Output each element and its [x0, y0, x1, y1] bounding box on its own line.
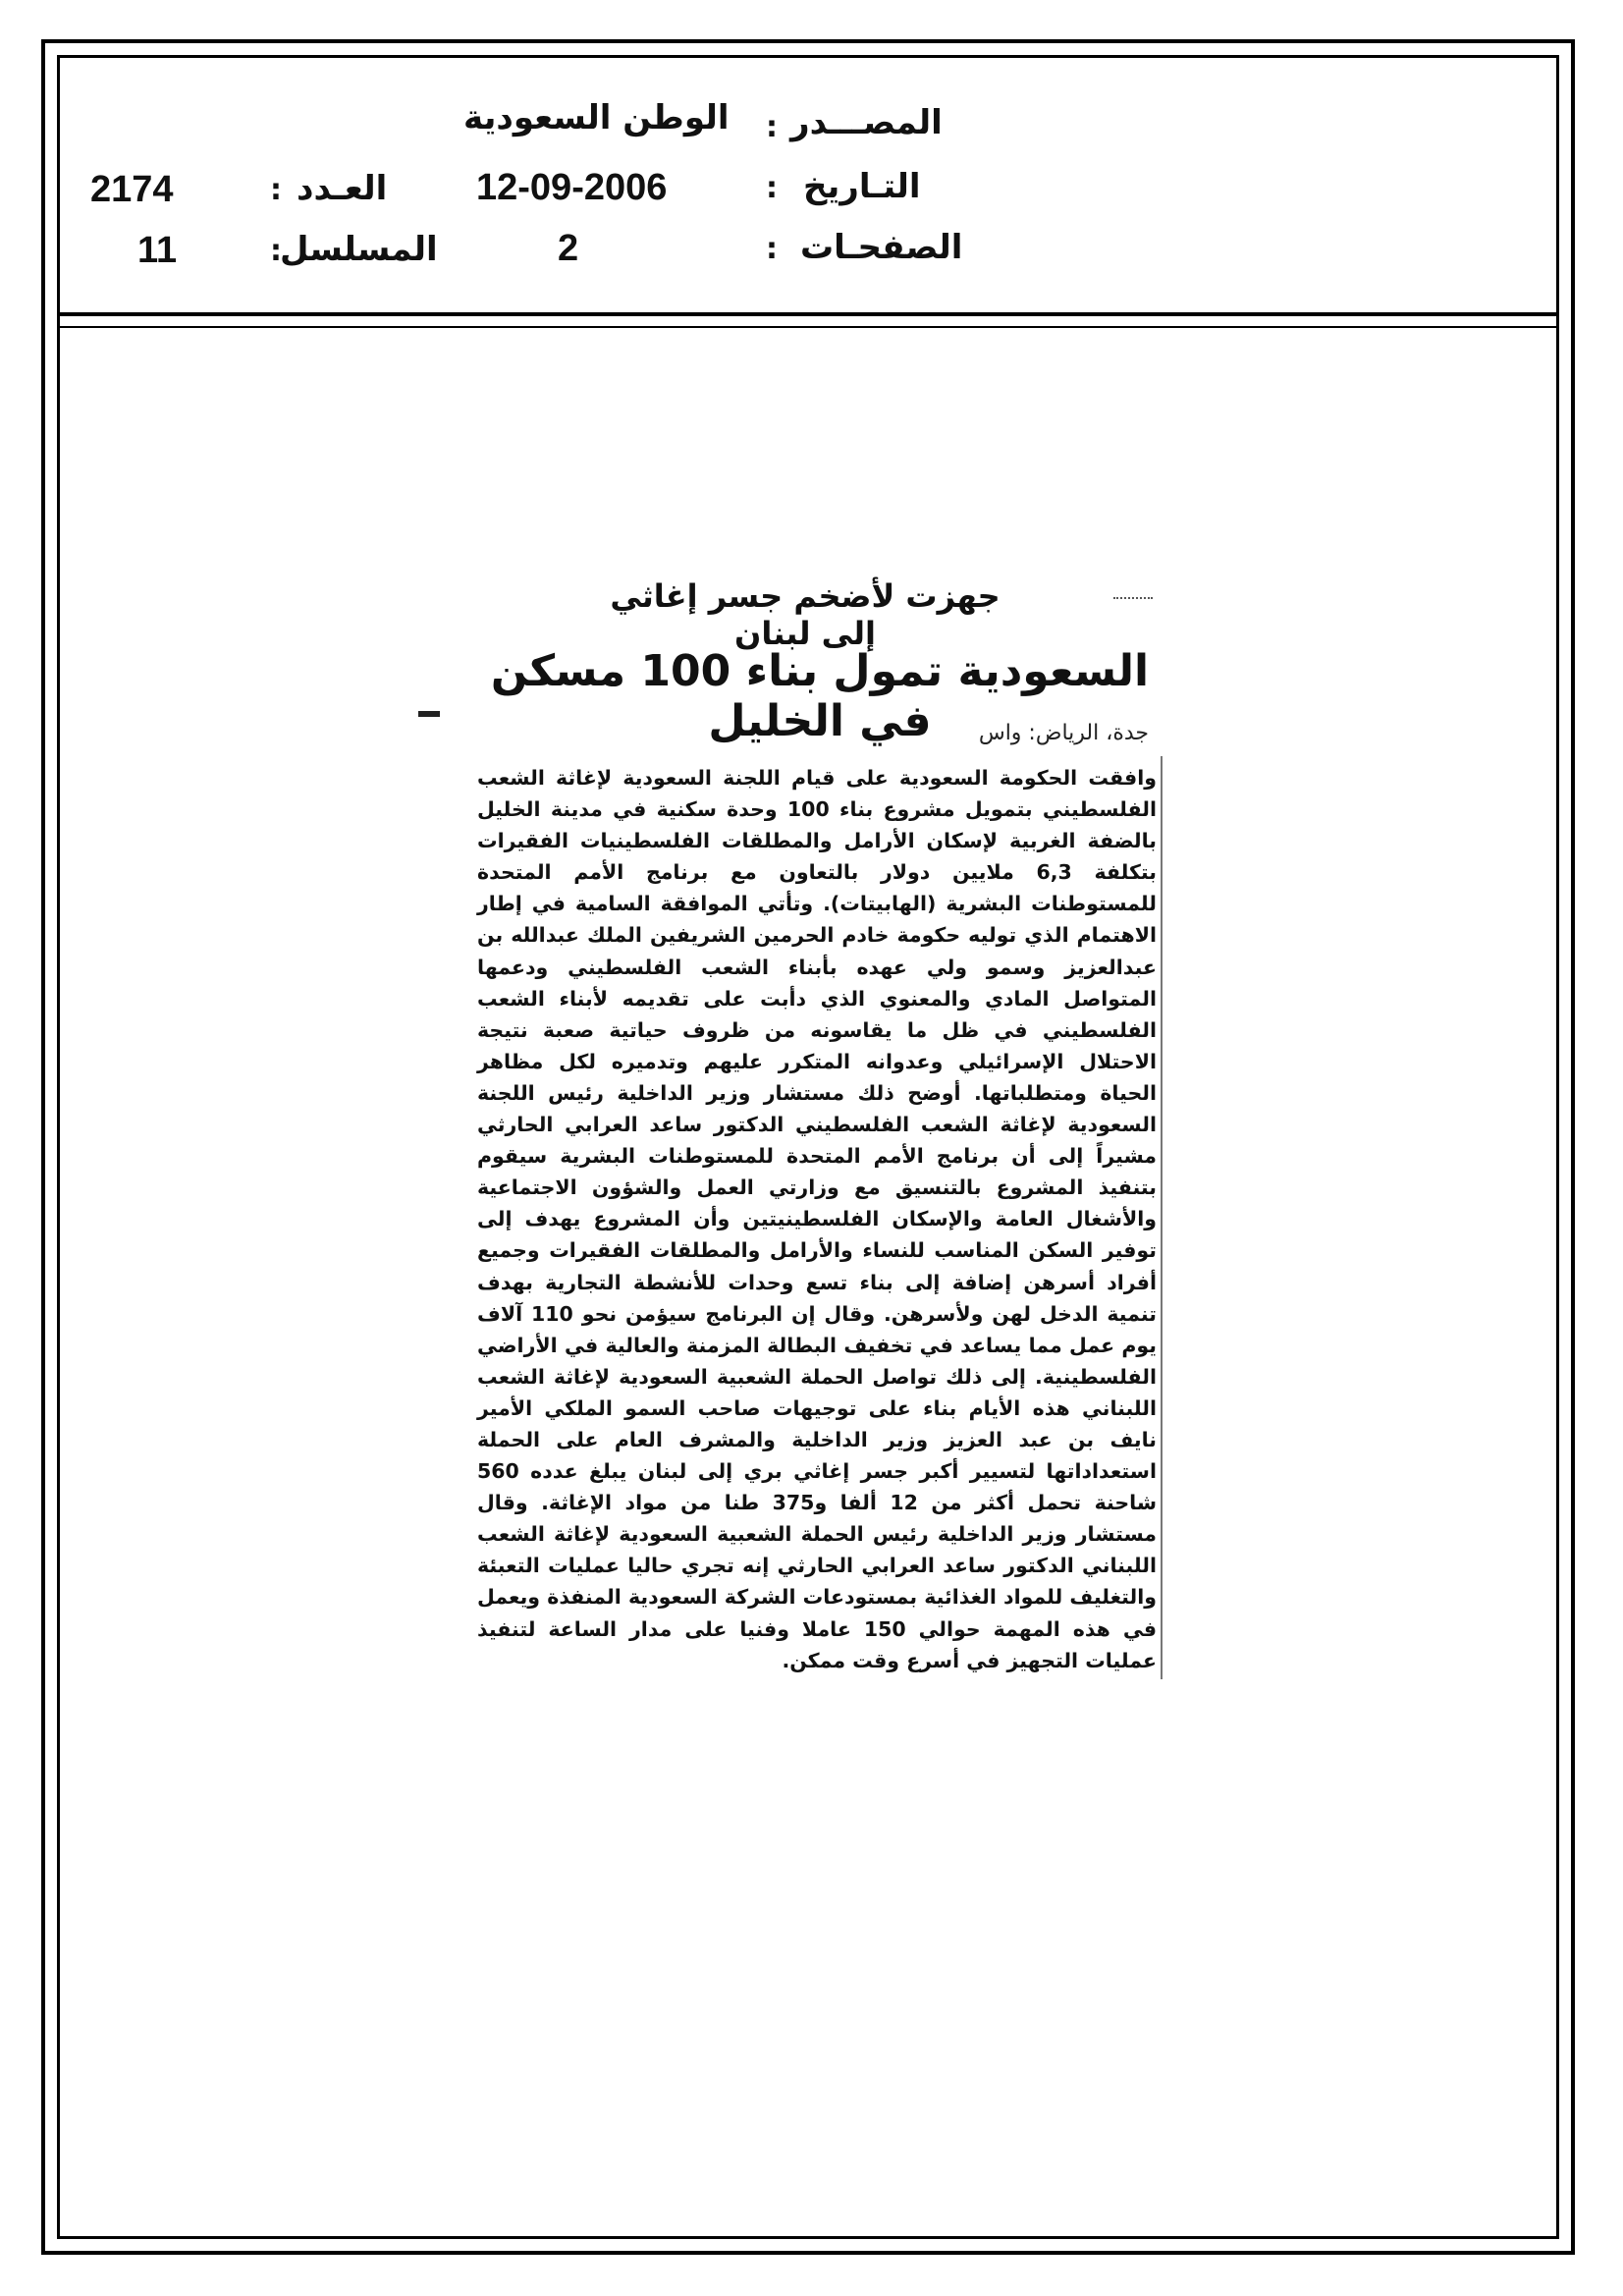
source-label: المصـــدر [790, 103, 943, 142]
source-value: الوطن السعودية [463, 98, 730, 137]
header-divider [57, 312, 1559, 316]
pages-colon: : [766, 232, 778, 266]
article-byline: جدة، الرياض: واس [978, 721, 1149, 745]
issue-colon: : [270, 173, 282, 207]
issue-label: العـدد [297, 169, 388, 208]
article-body: وافقت الحكومة السعودية على قيام اللجنة السعودية لإغاثة الشعب الفلسطيني بتمويل مشروع بناء 100 وحدة سكنية في مدينة الخليل بالضفة الغربية لإسكان الأرامل والمطلقات الفلسطينيات الفقيرات بتكلفة 6,3 ملايين دولار بالتعاون مع برنامج الأمم المتحدة للمستوطنات البشرية (الهابيتات). وتأتي الموافقة السامية في إطار الاهتمام الذي توليه حكومة خادم الحرمين الشريفين الملك عبدالله بن عبدالعزيز وسمو ولي عهده بأبناء الشعب الفلسطيني ودعمها المتواصل المادي والمعنوي الذي دأبت على تقديمه لأبناء الشعب الفلسطيني في ظل ما يقاسونه من ظروف حياتية صعبة نتيجة الاحتلال الإسرائيلي وعدوانه المتكرر عليهم وتدميره لكل مظاهر الحياة ومتطلباتها. أوضح ذلك مستشار وزير الداخلية رئيس اللجنة السعودية لإغاثة الشعب الفلسطيني الدكتور ساعد العرابي الحارثي مشيراً إلى أن برنامج الأمم المتحدة للمستوطنات البشرية سيقوم بتنفيذ المشروع بالتنسيق مع وزارتي العمل والشؤون الاجتماعية والأشغال العامة والإسكان الفلسطينيتين وأن المشروع يهدف إلى توفير السكن المناسب للنساء والأرامل والمطلقات الفقيرات وجميع أفراد أسرهن إضافة إلى بناء تسع وحدات للأنشطة التجارية بهدف تنمية الدخل لهن ولأسرهن. وقال إن البرنامج سيؤمن نحو 110 آلاف يوم عمل مما يساعد في تخفيف البطالة المزمنة والعالية في الأراضي الفلسطينية. إلى ذلك تواصل الحملة الشعبية السعودية لإغاثة الشعب اللبناني هذه الأيام بناء على توجيهات صاحب السمو الملكي الأمير نايف بن عبد العزيز وزير الداخلية والمشرف العام على الحملة استعداداتها لتسيير أكبر جسر إغاثي بري إلى لبنان يبلغ عدده 560 شاحنة تحمل أكثر من 12 ألفا و375 طنا من مواد الإغاثة. وقال مستشار وزير الداخلية رئيس الحملة الشعبية السعودية لإغاثة الشعب اللبناني الدكتور ساعد العرابي الحارثي إنه تجري حاليا عمليات التعبئة والتغليف للمواد الغذائية بمستودعات الشركة السعودية المنفذة ويعمل في هذه المهمة حوالي 150 عاملا وفنيا على مدار الساعة لتنفيذ عمليات التجهيز في أسرع وقت ممكن. [477, 766, 1158, 1672]
pages-label: الصفحـات [800, 228, 963, 267]
source-colon: : [766, 110, 778, 144]
article-headline: السعودية تمول بناء 100 مسكن في الخليل [490, 646, 1150, 746]
clipping-mark [1113, 597, 1153, 599]
clipping-dash [418, 711, 440, 717]
date-label: التـاريخ [803, 167, 921, 206]
date-colon: : [766, 171, 778, 205]
header-divider-thin [57, 326, 1559, 328]
serial-colon: : [270, 234, 282, 268]
pages-value: 2 [558, 228, 579, 269]
serial-value: 11 [137, 230, 178, 271]
issue-value: 2174 [90, 169, 174, 210]
article-kicker: جهزت لأضخم جسر إغاثي إلى لبنان [610, 577, 1001, 652]
date-value: 12-09-2006 [476, 167, 668, 208]
column-rule [1161, 756, 1163, 1679]
serial-label: المسلسل [280, 230, 438, 269]
